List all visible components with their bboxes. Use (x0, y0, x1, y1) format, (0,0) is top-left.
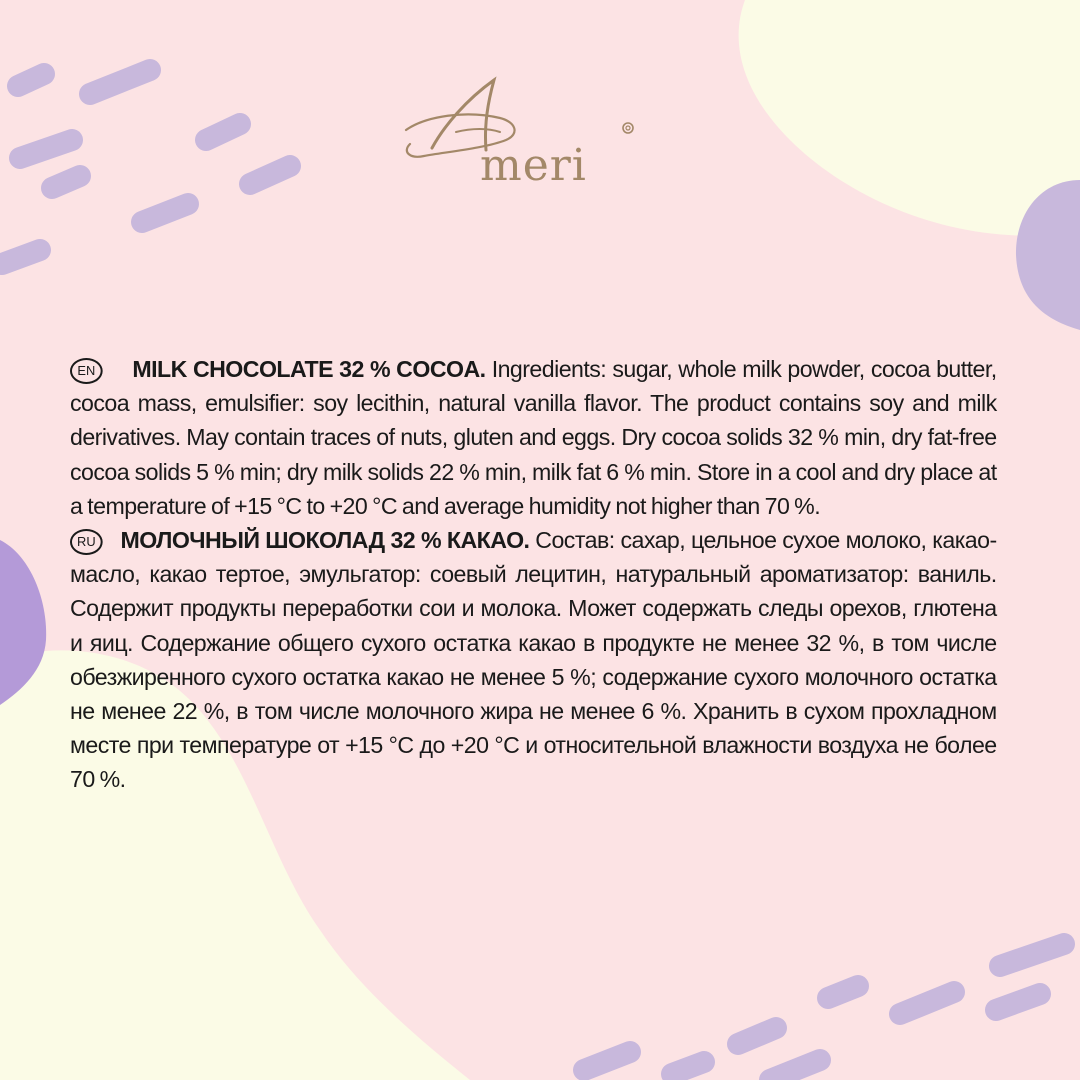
sprinkles-bottom-right (584, 944, 1064, 1080)
ingredients-text (70, 352, 997, 797)
brand-logo (396, 64, 646, 191)
product-heading-en: MILK CHOCOLATE 32 % COCOA. (132, 356, 486, 382)
logo-wordmark: meri (480, 140, 587, 191)
product-heading-ru: МОЛОЧНЫЙ ШОКОЛАД 32 % КАКАО. (120, 527, 530, 554)
cream-blob-top-right (739, 0, 1080, 236)
lang-badge-en: EN (70, 358, 103, 384)
sprinkles-top-left (2, 70, 290, 264)
label-en (70, 352, 997, 523)
lang-badge-ru: RU (70, 529, 103, 555)
ingredients-en: Ingredients: sugar, whole milk powder, cocoa butter, cocoa mass, emulsifier: soy lecithin, natural vanilla flavor. The product contains soy and milk derivatives. May contain traces of nuts, gluten and eggs. Dry cocoa solids 32 % min, dry fat-free cocoa solids 5 % min; dry milk solids 22 % min, milk fat 6 % min. Store in a cool and dry place at a temperature of +15 °C to +20 °C and average humidity not higher than 70 %. (70, 356, 997, 519)
label-ru (70, 523, 997, 797)
ingredients-ru: Состав: сахар, цельное сухое молоко, какао-масло, какао тертое, эмульгатор: соевый лецитин, натуральный ароматизатор: ваниль. Содержит продукты переработки сои и молока. Может содержать следы орехов, глютена и яиц. Содержание общего сухого остатка какао в продукте не менее 32 %, в том числе обезжиренного сухого остатка какао не менее 5 %; содержание сухого молочного остатка не менее 22 %, в том числе молочного жира не менее 6 %. Хранить в сухом прохладном месте при температуре от +15 °С до +20 °С и относительной влажности воздуха не более 70 %. (70, 527, 997, 793)
